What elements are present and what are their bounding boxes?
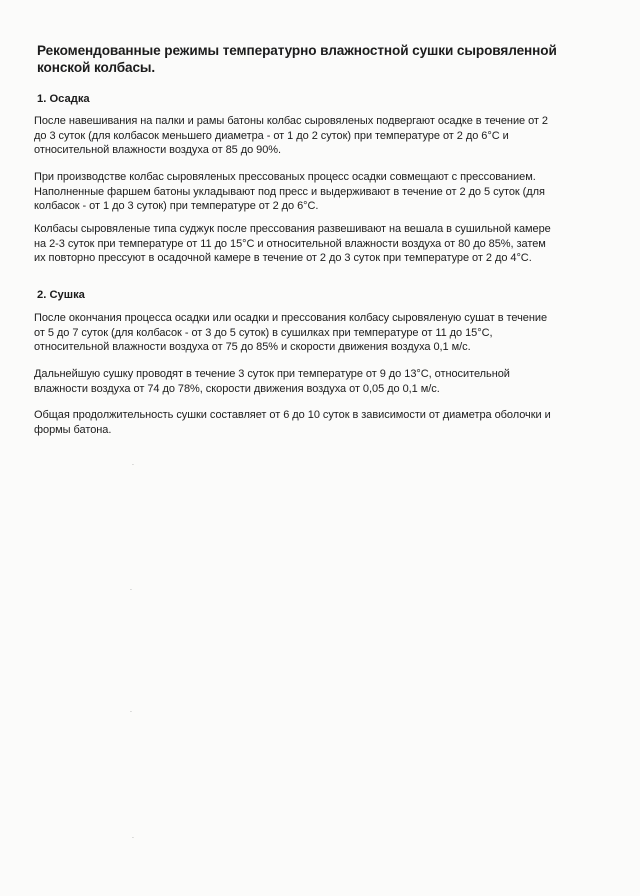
scan-speck: ˙ <box>132 836 135 845</box>
paragraph-sushka-3: Общая продолжительность сушки составляет от 6 до 10 суток в зависимости от диаметра оболочки и формы батона. <box>34 409 551 436</box>
paragraph-sushka-2: Дальнейшую сушку проводят в течение 3 суток при температуре от 9 до 13°С, относительной влажности воздуха от 74 до 78%, скорости движения воздуха от 0,05 до 0,1 м/с. <box>34 368 510 395</box>
scan-speck: ˙ <box>130 710 133 719</box>
section-heading-osadka: 1. Осадка <box>37 93 90 105</box>
document-title: Рекомендованные режимы температурно влажностной сушки сыровяленной конской колбасы. <box>37 43 557 75</box>
paragraph-osadka-3: Колбасы сыровяленые типа суджук после прессования развешивают на вешала в сушильной камере на 2-3 суток при температуре от 11 до 15°С и относительной влажности воздуха от 80 до 85%, затем их повторно прессуют в осадочной камере в течение от 2 до 3 суток при температуре от 2 до 4°С. <box>34 223 551 264</box>
scan-speck: ˙ <box>132 463 135 472</box>
scan-speck: ˙ <box>130 588 133 597</box>
section-heading-sushka: 2. Сушка <box>37 289 85 301</box>
paragraph-osadka-1: После навешивания на палки и рамы батоны колбас сыровяленых подвергают осадке в течение от 2 до 3 суток (для колбасок меньшего диаметра - от 1 до 2 суток) при температуре от 2 до 6°С и относительной влажности воздуха от 85 до 90%. <box>34 115 548 156</box>
paragraph-osadka-2: При производстве колбас сыровяленых прессованых процесс осадки совмещают с прессованием. Наполненные фаршем батоны укладывают под пресс и выдерживают в течение от 2 до 5 суток (для колбасок - от 1 до 3 суток) при температуре от 2 до 6°С. <box>34 171 545 212</box>
paragraph-sushka-1: После окончания процесса осадки или осадки и прессования колбасу сыровяленую сушат в течение от 5 до 7 суток (для колбасок - от 3 до 5 суток) в сушилках при температуре от 11 до 15°С, относительной влажности воздуха от 75 до 85% и скорости движения воздуха 0,1 м/с. <box>34 312 548 353</box>
